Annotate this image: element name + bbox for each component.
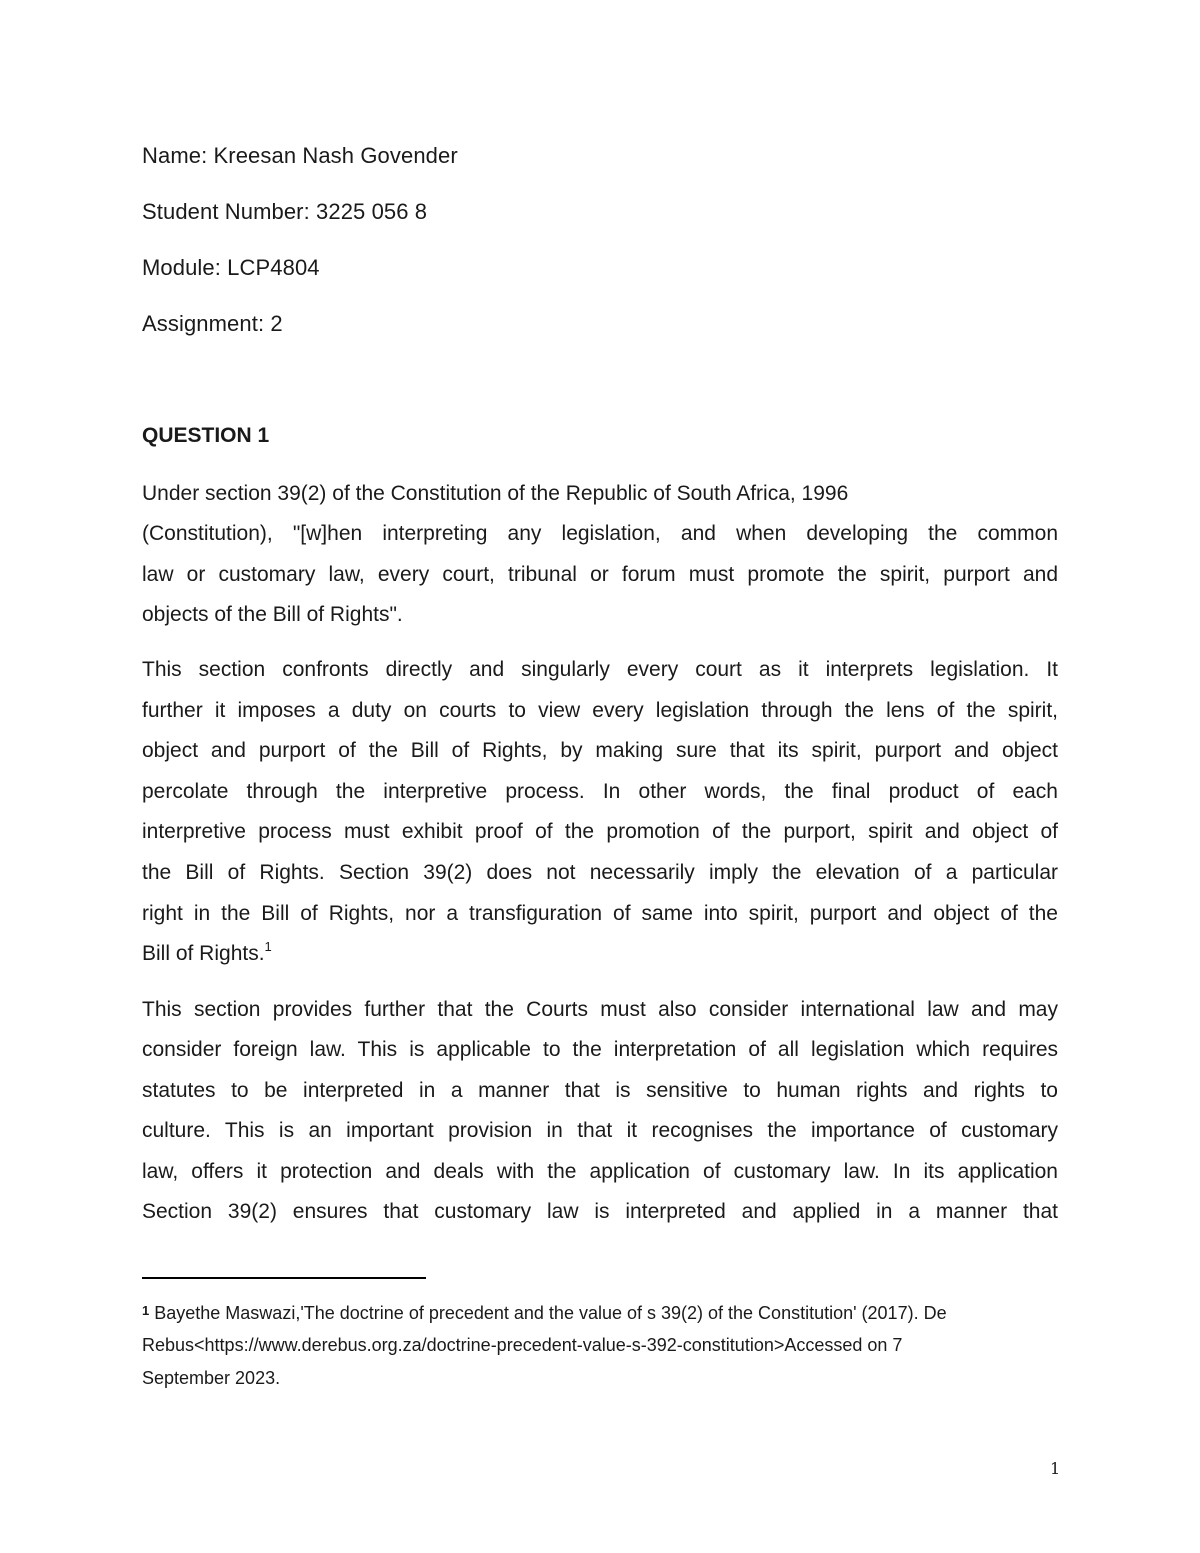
footnote-line [142,1299,1062,1325]
paragraph-1-line: Under section 39(2) of the Constitution of the Republic of South Africa, 1996 [142,482,849,505]
student-number: Student Number: 3225 056 8 [142,199,428,224]
assignment-number: Assignment: 2 [142,311,283,336]
paragraph-2-line: percolate through the interpretive process. In other words, the final product of each [142,780,1058,803]
footnote-reference[interactable]: 1 [264,939,272,954]
paragraph-3-line: consider foreign law. This is applicable to the interpretation of all legislation which requires [142,1038,1058,1061]
paragraph-3-line: This section provides further that the Courts must also consider international law and may [142,998,1058,1021]
footnote-link-line[interactable]: Rebus<https://www.derebus.org.za/doctrine-precedent-value-s-392-constitution>Accessed on 7 [142,1335,903,1355]
footnote-number: 1 [142,1303,150,1318]
paragraph-2-line: This section confronts directly and singularly every court as it interprets legislation. It [142,658,1058,681]
page-number: 1 [1050,1459,1061,1478]
paragraph-1-line: objects of the Bill of Rights". [142,603,403,626]
paragraph-3-line: culture. This is an important provision in that it recognises the importance of customary [142,1119,1058,1142]
paragraph-2-line: right in the Bill of Rights, nor a transfiguration of same into spirit, purport and object of the [142,902,1058,925]
footnote-citation: 'The doctrine of precedent and the value of s 39(2) of the Constitution' (2017). De [300,1303,947,1323]
paragraph-2-line: Bill of Rights. [142,942,265,965]
paragraph-2-line: further it imposes a duty on courts to view every legislation through the lens of the spirit, [142,699,1058,722]
footnote-line: September 2023. [142,1368,281,1388]
module-code: Module: LCP4804 [142,255,320,280]
paragraph-1-line: law or customary law, every court, tribunal or forum must promote the spirit, purport and [142,563,1058,586]
paragraph-2-line: the Bill of Rights. Section 39(2) does not necessarily imply the elevation of a particular [142,861,1058,884]
paragraph-3-line: statutes to be interpreted in a manner that is sensitive to human rights and rights to [142,1079,1058,1102]
question-heading: QUESTION 1 [142,424,270,447]
paragraph-2-last-line [142,940,1058,968]
paragraph-1-line: (Constitution), "[w]hen interpreting any legislation, and when developing the common [142,522,1058,545]
student-name: Name: Kreesan Nash Govender [142,143,458,168]
paragraph-2-line: interpretive process must exhibit proof of the promotion of the purport, spirit and object of [142,820,1058,843]
paragraph-3-line: Section 39(2) ensures that customary law is interpreted and applied in a manner that [142,1200,1058,1223]
paragraph-3-line: law, offers it protection and deals with the application of customary law. In its application [142,1160,1058,1183]
footnote-separator [142,1277,426,1279]
footnote-author: Bayethe Maswazi, [154,1303,301,1323]
paragraph-2-line: object and purport of the Bill of Rights, by making sure that its spirit, purport and object [142,739,1058,762]
